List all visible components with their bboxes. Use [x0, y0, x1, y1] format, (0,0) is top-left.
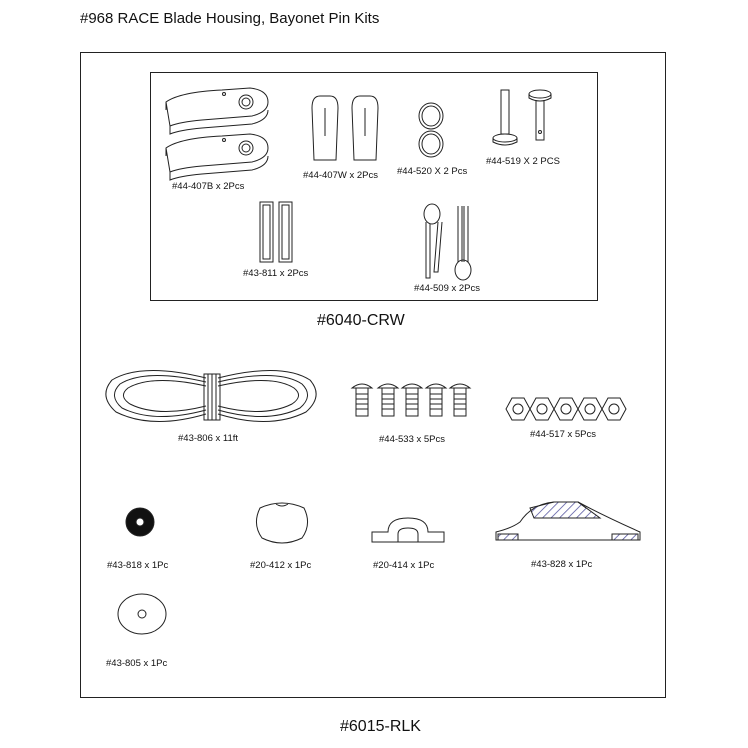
black-washer-icon: [124, 506, 156, 538]
part-label: #44-520 X 2 Pcs: [397, 166, 468, 177]
blade-housing-cheek-icon: [162, 86, 272, 182]
part-label: #44-519 X 2 PCS: [486, 156, 560, 167]
part-label: #43-806 x 11ft: [178, 433, 239, 444]
hex-nut-icon: [506, 396, 630, 422]
part-label: #43-818 x 1Pc: [107, 560, 169, 571]
page-title: #968 RACE Blade Housing, Bayonet Pin Kits: [80, 10, 380, 27]
part-label: #43-811 x 2Pcs: [243, 268, 309, 279]
inner-kit-label: #6040-CRW: [317, 312, 405, 329]
outer-kit-label: #6015-RLK: [340, 718, 421, 735]
part-label: #44-533 x 5Pcs: [379, 434, 446, 445]
part-label: #44-517 x 5Pcs: [530, 429, 597, 440]
cotter-pin-icon: [420, 202, 480, 284]
flat-washer-icon: [116, 592, 168, 636]
clevis-pin-icon: [492, 86, 558, 150]
screw-icon: [350, 380, 472, 420]
line-coil-icon: [102, 362, 322, 430]
part-label: #20-414 x 1Pc: [373, 560, 435, 571]
part-label: #43-805 x 1Pc: [106, 658, 168, 669]
part-label: #44-407B x 2Pcs: [172, 181, 245, 192]
ball-icon: [254, 500, 310, 546]
part-label: #43-828 x 1Pc: [531, 559, 593, 570]
fairlead-icon: [370, 516, 446, 544]
part-label: #44-407W x 2Pcs: [303, 170, 378, 181]
cleat-icon: [494, 498, 642, 542]
split-ring-icon: [414, 100, 454, 162]
wedge-icon: [308, 96, 388, 166]
strip-icon: [258, 200, 298, 264]
part-label: #20-412 x 1Pc: [250, 560, 312, 571]
part-label: #44-509 x 2Pcs: [414, 283, 481, 294]
